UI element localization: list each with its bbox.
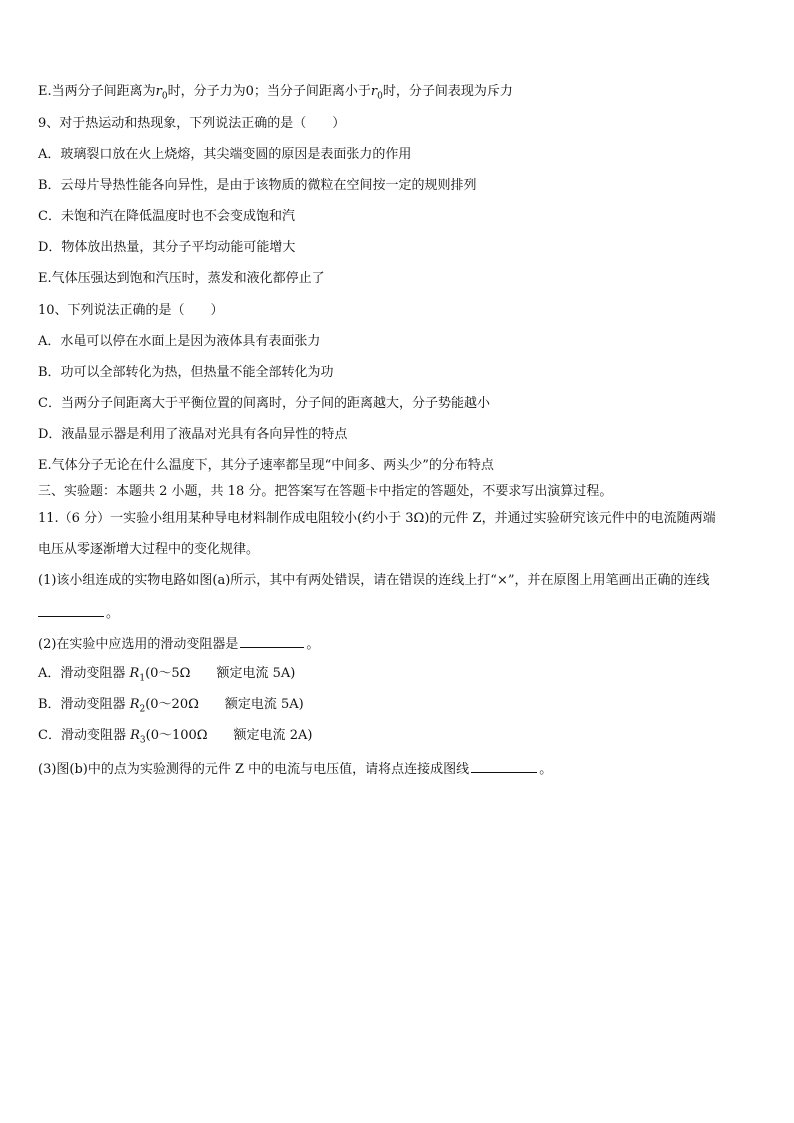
q11-part-3-end: 。	[539, 762, 553, 777]
r-symbol: r	[155, 84, 162, 99]
answer-blank-1[interactable]	[38, 604, 104, 617]
q11-option-a	[38, 666, 764, 682]
q9-option-d: D．物体放出热量，其分子平均动能可能增大	[38, 240, 296, 255]
option-a-range: (0～5Ω 额定电流 5A)	[145, 666, 296, 681]
q8-option-e-text-a: E.当两分子间距离为	[38, 84, 156, 99]
q10-stem: 10、下列说法正确的是（ ）	[38, 303, 224, 318]
q10-option-d: D．液晶显示器是利用了液晶对光具有各向异性的特点	[38, 427, 348, 442]
r-symbol: r	[370, 84, 378, 99]
q11-part-3-text: (3)图(b)中的点为实验测得的元件 Z 中的电流与电压值，请将点连接成图线	[38, 762, 470, 777]
r-subscript: 3	[139, 735, 146, 746]
option-c-range: (0～100Ω 额定电流 2A)	[145, 728, 313, 743]
q9-option-e: E.气体压强达到饱和汽压时，蒸发和液化都停止了	[38, 271, 325, 286]
q11-part-3	[38, 760, 764, 778]
option-c-prefix: C．滑动变阻器	[38, 728, 131, 743]
q9-option-c: C．未饱和汽在降低温度时也不会变成饱和汽	[38, 209, 295, 224]
q11-part-2-text: (2)在实验中应选用的滑动变阻器是	[38, 637, 239, 652]
q10-option-e: E.气体分子无论在什么温度下，其分子速率都呈现“中间多、两头少”的分布特点	[38, 458, 494, 473]
r-symbol: R	[130, 728, 140, 743]
q10-option-b: B．功可以全部转化为热，但热量不能全部转化为功	[38, 365, 334, 380]
section-3-heading: 三、实验题：本题共 2 小题，共 18 分。把答案写在答题卡中指定的答题处，不要求写出演算过程。	[38, 484, 613, 499]
q8-option-e-text-c: 时，分子间表现为斥力	[382, 84, 513, 99]
q9-option-a: A．玻璃裂口放在火上烧熔，其尖端变圆的原因是表面张力的作用	[38, 147, 412, 162]
q10-option-a: A．水黾可以停在水面上是因为液体具有表面张力	[38, 334, 321, 349]
answer-blank-3[interactable]	[471, 760, 537, 773]
q11-part-1: (1)该小组连成的实物电路如图(a)所示，其中有两处错误，请在错误的连线上打“×”，并在原图上用笔画出正确的连线	[38, 573, 710, 588]
answer-blank-2[interactable]	[240, 635, 304, 648]
r-symbol: R	[129, 666, 140, 681]
q8-option-e	[38, 84, 764, 100]
q11-part-1-end: 。	[106, 606, 120, 621]
q9-stem: 9、对于热运动和热现象，下列说法正确的是（ ）	[38, 116, 346, 131]
r-symbol: R	[129, 697, 140, 712]
q10-option-c: C．当两分子间距离大于平衡位置的间离时，分子间的距离越大，分子势能越小	[38, 396, 490, 411]
q8-option-e-text-b: 时，分子力为0；当分子间距离小于	[167, 84, 371, 99]
q11-part-2-end: 。	[306, 637, 320, 652]
r-subscript: 2	[139, 704, 146, 715]
r-subscript: 1	[139, 673, 146, 684]
q11-part-1-answer	[38, 604, 764, 622]
r-subscript: 0	[161, 91, 168, 102]
q11-option-c	[38, 728, 764, 744]
r-subscript: 0	[377, 91, 383, 102]
option-b-range: (0～20Ω 额定电流 5A)	[145, 697, 304, 712]
option-a-prefix: A．滑动变阻器	[38, 666, 130, 681]
q11-part-2	[38, 635, 764, 653]
q11-stem-line-2: 电压从零逐渐增大过程中的变化规律。	[38, 542, 260, 557]
q11-option-b	[38, 697, 764, 713]
q9-option-b: B．云母片导热性能各向异性，是由于该物质的微粒在空间按一定的规则排列	[38, 178, 477, 193]
option-b-prefix: B．滑动变阻器	[38, 697, 130, 712]
q11-stem-line-1: 11.（6 分）一实验小组用某种导电材料制作成电阻较小(约小于 3Ω)的元件 Z，并通过实验研究该元件中的电流随两端	[38, 511, 716, 526]
